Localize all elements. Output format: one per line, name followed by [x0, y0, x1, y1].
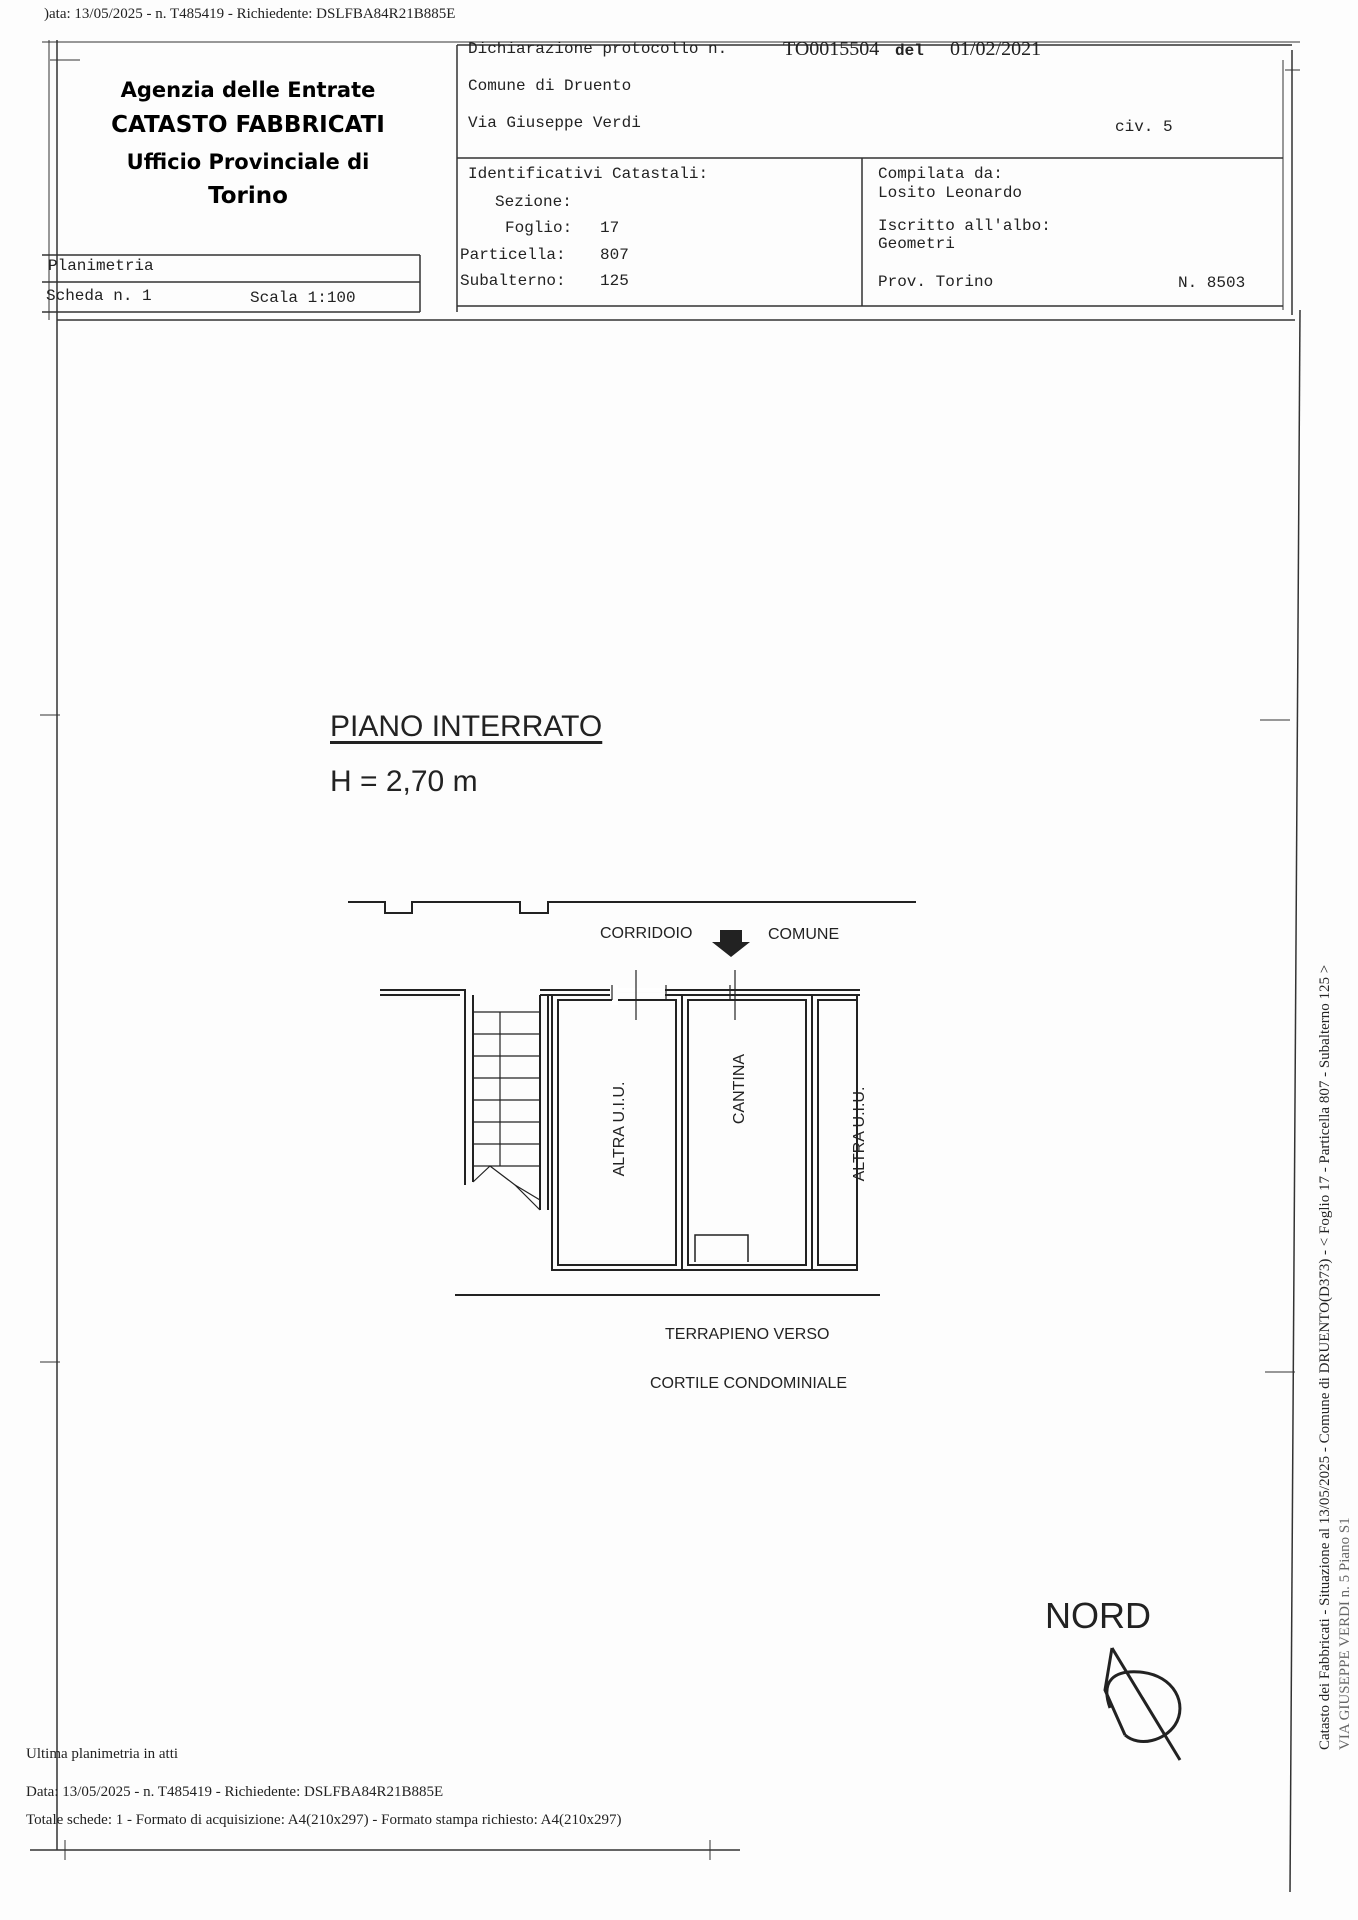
side-note-line2: VIA GIUSEPPE VERDI n. 5 Piano S1 [1337, 1517, 1353, 1750]
civico: civ. 5 [1115, 118, 1173, 136]
side-note-line1: Catasto dei Fabbricati - Situazione al 13/05/2025 - Comune di DRUENTO(D373) - < Foglio 17 - Particella 807 - Subalterno 125 > [1317, 964, 1333, 1750]
plan-title: PIANO INTERRATO [330, 710, 603, 743]
plan-height: H = 2,70 m [330, 765, 478, 798]
foglio-value: 17 [600, 219, 620, 237]
label-cantina: CANTINA [731, 1053, 748, 1125]
compilata-label: Compilata da: [878, 165, 1003, 183]
comune-line: Comune di Druento [468, 77, 632, 95]
label-cortile: CORTILE CONDOMINIALE [650, 1375, 848, 1392]
via-line: Via Giuseppe Verdi [468, 114, 641, 132]
subalterno-value: 125 [600, 272, 629, 290]
foglio-label: Foglio: [505, 219, 573, 237]
compilata-name: Losito Leonardo [878, 184, 1023, 202]
prov-label: Prov. Torino [878, 273, 994, 291]
label-comune: COMUNE [768, 926, 840, 943]
protocol-date: 01/02/2021 [950, 38, 1042, 60]
particella-value: 807 [600, 246, 629, 264]
label-corridoio: CORRIDOIO [600, 925, 693, 942]
top-request-note: )ata: 13/05/2025 - n. T485419 - Richiedente: DSLFBA84R21B885E [44, 6, 456, 22]
identificativi-label: Identificativi Catastali: [468, 165, 709, 183]
planimetria-label: Planimetria [48, 257, 154, 275]
label-altra-uiu-right: ALTRA U.I.U. [851, 1086, 868, 1182]
iscritto-label: Iscritto all'albo: [878, 217, 1051, 235]
label-altra-uiu-left: ALTRA U.I.U. [611, 1081, 628, 1177]
dichiarazione-label: Dichiarazione protocollo n. [468, 40, 728, 58]
ufficio-label: Ufficio Provinciale di [126, 150, 370, 174]
footer-totale: Totale schede: 1 - Formato di acquisizione: A4(210x297) - Formato stampa richiesto: A4(210x297) [26, 1812, 622, 1828]
catasto-title: CATASTO FABBRICATI [111, 112, 385, 138]
agency-name: Agenzia delle Entrate [120, 78, 376, 102]
particella-label: Particella: [460, 246, 566, 264]
albo-value: Geometri [878, 235, 955, 253]
footer-ultima: Ultima planimetria in atti [26, 1746, 179, 1762]
footer-data: Data: 13/05/2025 - n. T485419 - Richiedente: DSLFBA84R21B885E [26, 1784, 444, 1800]
label-terrapieno: TERRAPIENO VERSO [665, 1326, 830, 1343]
scala-label: Scala 1:100 [250, 289, 356, 307]
sezione-label: Sezione: [495, 193, 572, 211]
ufficio-city: Torino [208, 183, 288, 209]
del-label: del [895, 42, 924, 60]
numero-albo: N. 8503 [1178, 274, 1246, 292]
protocol-number: TO0015504 [783, 38, 880, 60]
scheda-label: Scheda n. 1 [46, 287, 152, 305]
subalterno-label: Subalterno: [460, 272, 566, 290]
north-label: NORD [1045, 1595, 1151, 1636]
